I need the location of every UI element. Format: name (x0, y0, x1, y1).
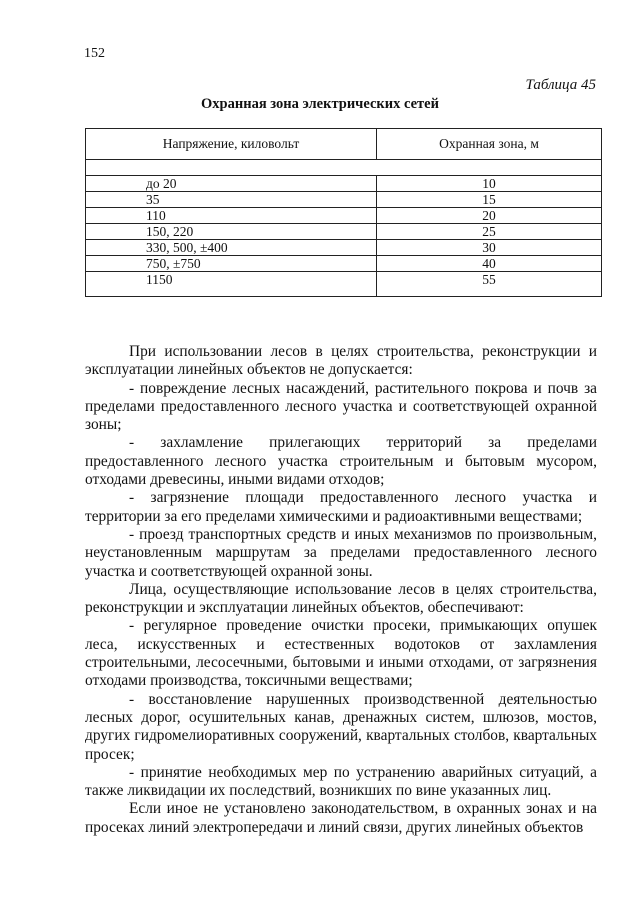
header-zone: Охранная зона, м (377, 129, 602, 160)
table-header-row (86, 129, 602, 160)
table-row (86, 208, 602, 224)
header-voltage: Напряжение, киловольт (86, 129, 377, 160)
paragraph: - загрязнение площади предоставленного лесного участка и территории за его пределами химическими и радиоактивными веществами; (85, 489, 597, 525)
cell-voltage: 110 (86, 208, 377, 224)
paragraph: - регулярное проведение очистки просеки, примыкающих опушек леса, искусственных и естественных водотоков от захламления строительными, лесосечными, бытовыми и иными отходами, от загрязнения отходами производства, токсичными веществами; (85, 617, 597, 690)
cell-zone: 15 (377, 192, 602, 208)
cell-zone: 20 (377, 208, 602, 224)
cell-voltage: до 20 (86, 176, 377, 192)
cell-voltage: 750, ±750 (86, 256, 377, 272)
cell-zone: 30 (377, 240, 602, 256)
cell-voltage: 35 (86, 192, 377, 208)
table-row (86, 272, 602, 297)
table-row (86, 256, 602, 272)
paragraph: - восстановление нарушенных производственной деятельностью лесных дорог, осушительных канав, дренажных систем, шлюзов, мостов, других гидромелиоративных сооружений, квартальных столбов, квартальных просек; (85, 690, 597, 763)
paragraph: Лица, осуществляющие использование лесов в целях строительства, реконструкции и эксплуатации линейных объектов, обеспечивают: (85, 580, 597, 617)
protection-zone-table (85, 128, 602, 297)
table-title: Охранная зона электрических сетей (201, 96, 439, 112)
paragraph: - проезд транспортных средств и иных механизмов по произвольным, неустановленным маршрутам за пределами предоставленного лесного участка и соответствующей охранной зоны. (85, 525, 597, 580)
table-row (86, 224, 602, 240)
table-spacer-row (86, 160, 602, 176)
paragraph: - принятие необходимых мер по устранению аварийных ситуаций, а также ликвидации их последствий, возникших по вине указанных лиц. (85, 763, 597, 800)
table-row (86, 240, 602, 256)
body-text (85, 343, 597, 837)
cell-voltage: 1150 (86, 272, 377, 297)
paragraph: - захламление прилегающих территорий за пределами предоставленного лесного участка строительным и бытовым мусором, отходами древесины, иными видами отходов; (85, 434, 597, 489)
cell-zone: 40 (377, 256, 602, 272)
table-row (86, 176, 602, 192)
paragraph: Если иное не установлено законодательством, в охранных зонах и на просеках линий электропередачи и линий связи, других линейных объектов (85, 800, 597, 836)
table-label: Таблица 45 (525, 77, 596, 93)
page-number: 152 (84, 46, 105, 61)
cell-zone: 25 (377, 224, 602, 240)
cell-zone: 10 (377, 176, 602, 192)
table-row (86, 192, 602, 208)
cell-voltage: 150, 220 (86, 224, 377, 240)
paragraph: - повреждение лесных насаждений, растительного покрова и почв за пределами предоставленного лесного участка и соответствующей охранной зоны; (85, 379, 597, 434)
paragraph: При использовании лесов в целях строительства, реконструкции и эксплуатации линейных объектов не допускается: (85, 343, 597, 379)
cell-voltage: 330, 500, ±400 (86, 240, 377, 256)
cell-zone: 55 (377, 272, 602, 297)
